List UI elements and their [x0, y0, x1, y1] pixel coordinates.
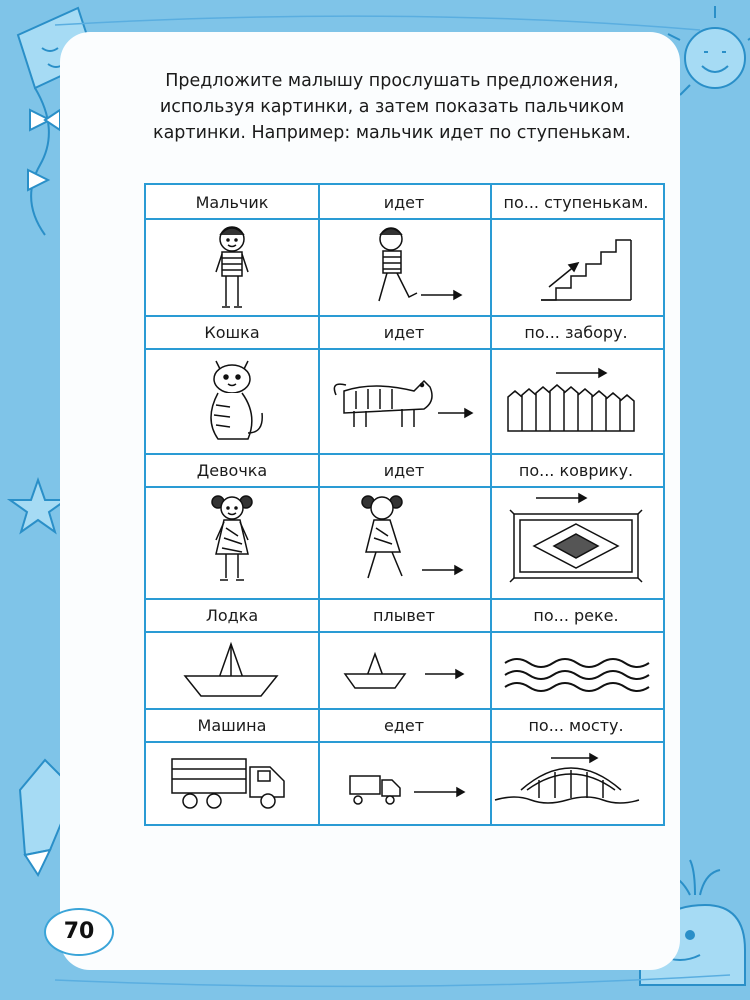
verb-label: едет: [383, 716, 425, 735]
instructions-line-1: Предложите малышу прослушать предложения,: [165, 71, 619, 91]
instructions-line-2: используя картинки, а затем показать пальчиком: [159, 97, 625, 117]
river-icon: [501, 655, 651, 695]
subject-label: Мальчик: [195, 193, 269, 212]
walking-cat-icon: [326, 365, 476, 441]
instructions-text: [112, 68, 672, 146]
walking-boy-icon: [351, 223, 471, 313]
girl-icon: [204, 488, 260, 588]
rug-icon: [506, 490, 646, 586]
driving-truck-icon: [346, 770, 476, 810]
boat-icon: [181, 640, 281, 700]
cat-icon: [194, 353, 270, 449]
sun-icon: [668, 6, 750, 95]
instructions-line-3: картинки. Например: мальчик идет по ступенькам.: [153, 123, 631, 143]
place-label: по... забору.: [524, 323, 628, 342]
place-label: по... мосту.: [528, 716, 624, 735]
subject-label: Лодка: [205, 606, 259, 625]
sentence-grid: [144, 183, 665, 826]
walking-girl-icon: [346, 488, 476, 588]
fence-icon: [496, 365, 656, 435]
verb-label: идет: [383, 193, 425, 212]
boy-icon: [206, 223, 258, 311]
star-icon: [10, 480, 66, 532]
subject-label: Машина: [197, 716, 267, 735]
place-label: по... ступенькам.: [503, 193, 649, 212]
verb-label: идет: [383, 461, 425, 480]
page-number: 70: [44, 908, 114, 956]
truck-icon: [168, 753, 292, 813]
place-label: по... коврику.: [518, 461, 634, 480]
sailing-boat-icon: [341, 650, 471, 694]
subject-label: Девочка: [196, 461, 268, 480]
verb-label: плывет: [373, 606, 435, 625]
stairs-icon: [521, 225, 641, 311]
verb-label: идет: [383, 323, 425, 342]
subject-label: Кошка: [204, 323, 260, 342]
bridge-icon: [491, 750, 651, 810]
place-label: по... реке.: [533, 606, 619, 625]
